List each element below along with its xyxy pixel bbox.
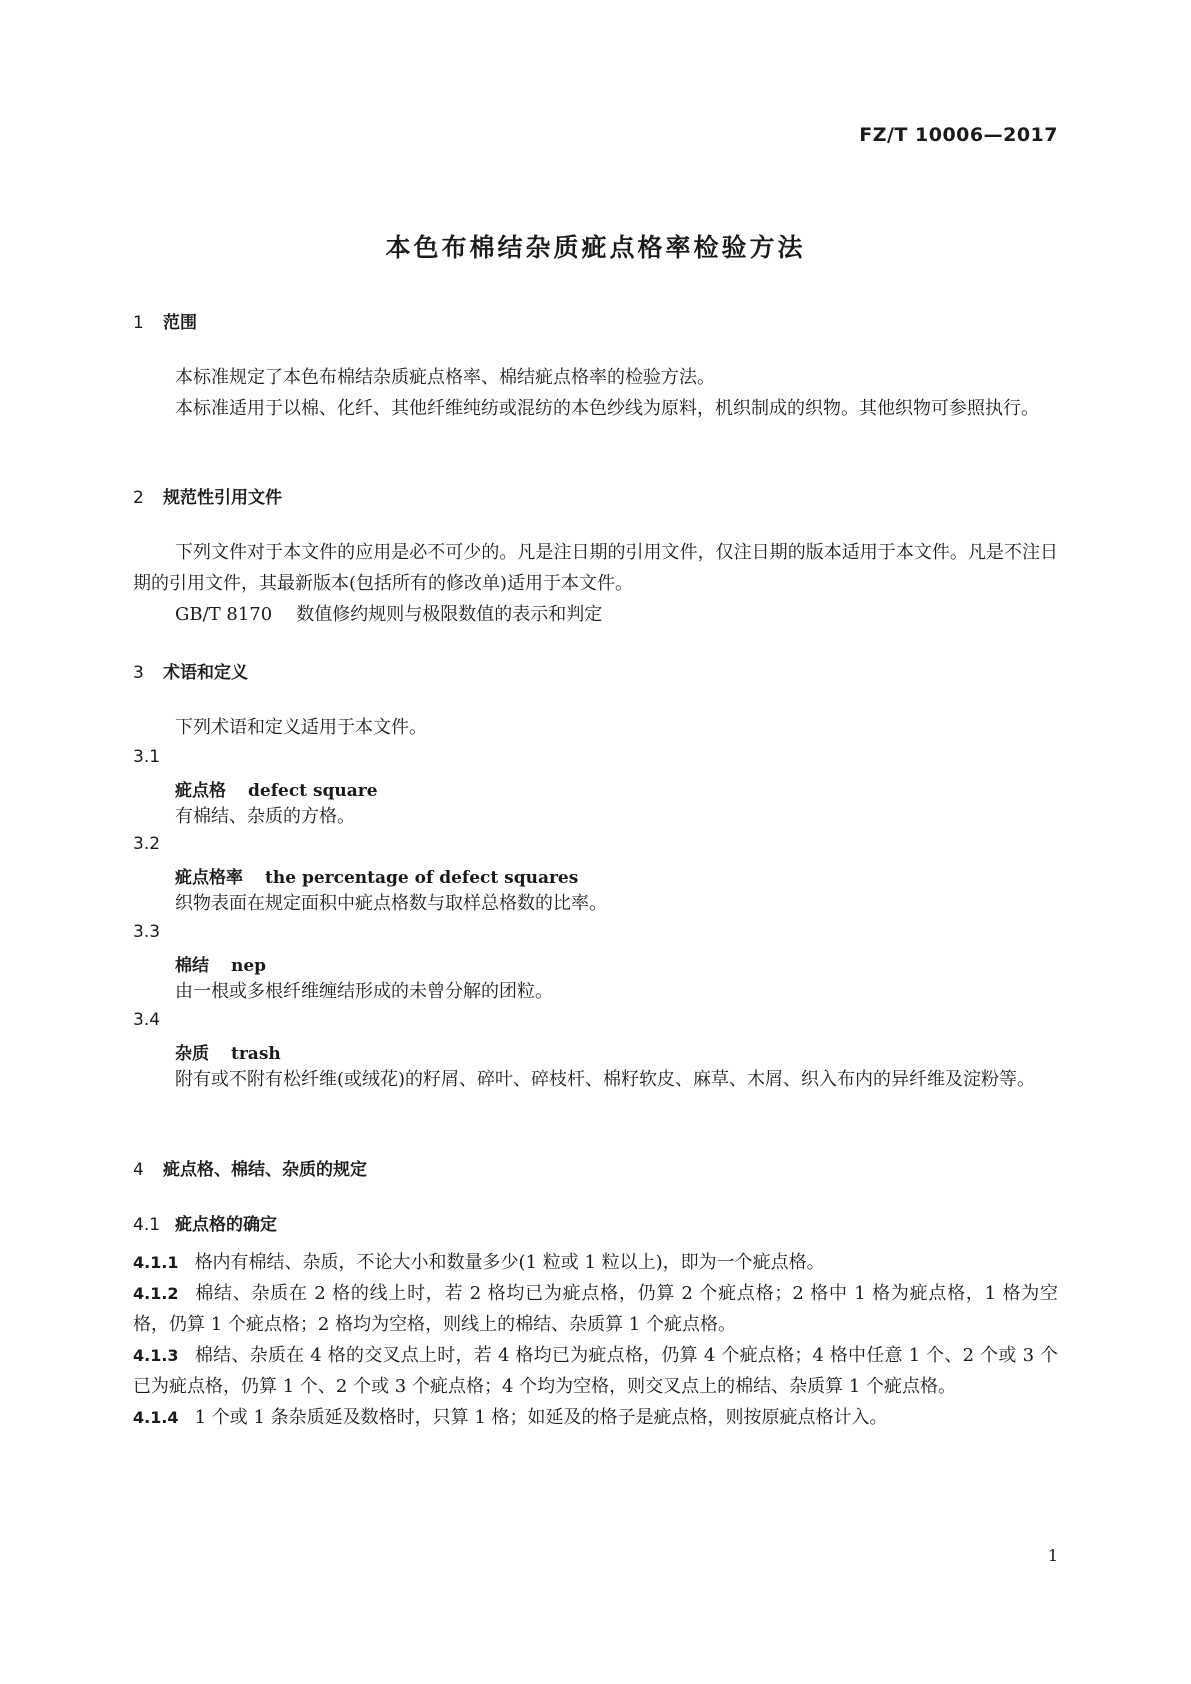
term-definition: 由一根或多根纤维缠结形成的未曾分解的团粒。 [175, 981, 553, 1002]
clause [133, 1340, 1058, 1402]
clause-text: 棉结、杂质在 4 格的交叉点上时，若 4 格均已为疵点格，仍算 4 个疵点格；4 格中任意 1 个、2 个或 3 个已为疵点格，仍算 1 个、2 个或 3 个疵点格；4 个均为空格，则交叉点上的棉结、杂质算 1 个疵点格。 [133, 1345, 1058, 1397]
clause-number: 4.1.3 [133, 1346, 179, 1365]
reference-code: GB/T 8170 [175, 604, 273, 625]
term-definition: 织物表面在规定面积中疵点格数与取样总格数的比率。 [175, 893, 607, 914]
clause-text: 1 个或 1 条杂质延及数格时，只算 1 格；如延及的格子是疵点格，则按原疵点格计入。 [194, 1407, 888, 1428]
term-definition: 附有或不附有松纤维(或绒花)的籽屑、碎叶、碎枝杆、棉籽软皮、麻草、木屑、织入布内的异纤维及淀粉等。 [175, 1069, 1036, 1090]
term-en: defect square [248, 781, 378, 801]
section-title: 范围 [163, 313, 197, 333]
term-number: 3.2 [133, 834, 161, 854]
clause-text: 棉结、杂质在 2 格的线上时，若 2 格均已为疵点格，仍算 2 个疵点格；2 格中 1 格为疵点格，1 格为空格，仍算 1 个疵点格；2 格均为空格，则线上的棉结、杂质算 1 个疵点格。 [133, 1283, 1058, 1335]
section-title: 术语和定义 [163, 663, 248, 683]
document-title: 本色布棉结杂质疵点格率检验方法 [385, 233, 806, 262]
clause-number: 4.1.4 [133, 1408, 179, 1427]
section-title: 规范性引用文件 [163, 488, 282, 508]
term-en: the percentage of defect squares [265, 868, 579, 888]
term-entry [175, 1039, 281, 1064]
subsection-number: 4.1 [133, 1215, 161, 1235]
term-entry [175, 776, 378, 801]
term-number: 3.1 [133, 747, 161, 767]
section-3-heading [133, 658, 248, 683]
term-en: trash [231, 1044, 281, 1064]
paragraph: 本标准规定了本色布棉结杂质疵点格率、棉结疵点格率的检验方法。 [175, 367, 715, 388]
section-number: 1 [133, 313, 144, 333]
clause [133, 1402, 1058, 1433]
section-title: 疵点格、棉结、杂质的规定 [163, 1160, 367, 1180]
paragraph: 下列文件对于本文件的应用是必不可少的。凡是注日期的引用文件，仅注日期的版本适用于本文件。凡是不注日期的引用文件，其最新版本(包括所有的修改单)适用于本文件。 [133, 542, 1058, 594]
section-number: 2 [133, 488, 144, 508]
clause [133, 1247, 1058, 1278]
term-number: 3.4 [133, 1010, 161, 1030]
section-number: 3 [133, 663, 144, 683]
term-zh: 棉结 [175, 956, 209, 976]
page-number: 1 [1047, 1546, 1058, 1565]
subsection-heading [133, 1210, 277, 1235]
reference-title: 数值修约规则与极限数值的表示和判定 [296, 604, 603, 625]
term-entry [175, 863, 578, 888]
term-zh: 疵点格 [175, 781, 226, 801]
standard-code: FZ/T 10006—2017 [859, 124, 1058, 146]
term-entry [175, 951, 266, 976]
clause-text: 格内有棉结、杂质，不论大小和数量多少(1 粒或 1 粒以上)，即为一个疵点格。 [194, 1252, 825, 1273]
paragraph: 本标准适用于以棉、化纤、其他纤维纯纺或混纺的本色纱线为原料，机织制成的织物。其他织物可参照执行。 [175, 398, 1039, 419]
term-zh: 疵点格率 [175, 868, 243, 888]
clause-number: 4.1.1 [133, 1253, 179, 1272]
term-en: nep [231, 956, 267, 976]
section-number: 4 [133, 1160, 144, 1180]
subsection-title: 疵点格的确定 [175, 1215, 277, 1235]
term-definition: 有棉结、杂质的方格。 [175, 806, 355, 827]
clause [133, 1278, 1058, 1340]
section-2-heading [133, 483, 282, 508]
paragraph: 下列术语和定义适用于本文件。 [175, 717, 427, 738]
clause-number: 4.1.2 [133, 1284, 179, 1303]
normative-reference [175, 599, 602, 630]
term-zh: 杂质 [175, 1044, 209, 1064]
section-4-heading [133, 1155, 367, 1180]
term-number: 3.3 [133, 922, 161, 942]
section-1-heading [133, 308, 197, 333]
